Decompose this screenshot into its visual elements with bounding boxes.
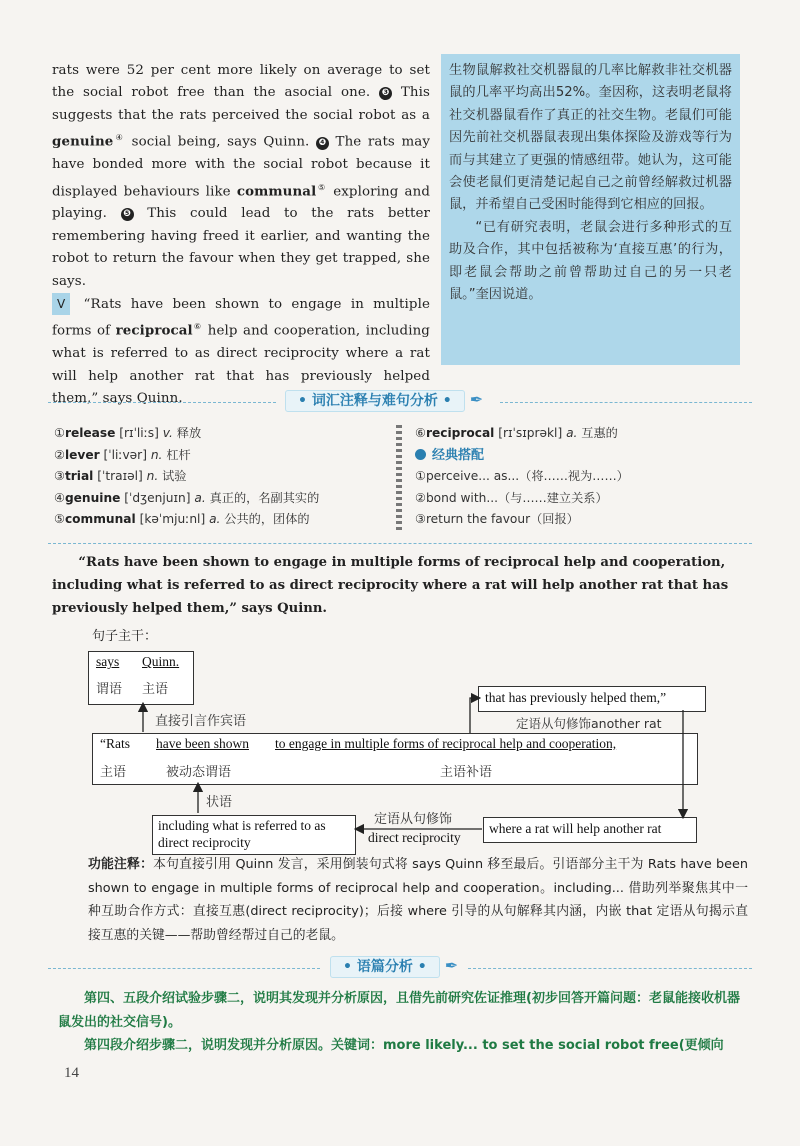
- diagram-word-quinn: Quinn.: [142, 654, 180, 669]
- diagram-label-subject2: 主语: [100, 765, 127, 780]
- passage-text: social being, says Quinn.: [131, 134, 310, 150]
- diagram-phrase-have-been-shown: have been shown: [156, 736, 249, 751]
- section-title: • 语篇分析 •: [330, 956, 440, 978]
- vocab-word-genuine: genuine: [52, 133, 114, 150]
- collocation-text: return the favour（回报）: [425, 512, 579, 526]
- paragraph-marker: V: [52, 293, 70, 315]
- vocab-pos: n.: [150, 447, 163, 462]
- diagram-word-says: says: [96, 654, 120, 669]
- vocab-word: lever: [64, 447, 100, 462]
- diagram-label-subject-complement: 主语补语: [440, 765, 493, 780]
- passage-text: The rats may have bonded more with the social robot because it displayed behaviours like: [52, 134, 431, 199]
- vocab-meaning: 互惠的: [581, 426, 618, 440]
- vocab-word-reciprocal: reciprocal: [115, 322, 193, 339]
- section-title-text: 语篇分析: [356, 959, 413, 975]
- vocab-ipa: [ˈtraɪəl]: [97, 469, 143, 483]
- passage-text: “Rats have been shown to engage in multiple forms of: [52, 297, 430, 339]
- vocab-pos: a.: [194, 490, 206, 505]
- vocab-pos: v.: [162, 426, 173, 440]
- hard-sentence: “Rats have been shown to engage in multiple forms of reciprocal help and cooperation, including what is referred to as direct reciprocity where a rat will help another rat that has previously helped them,” says Quinn.: [52, 555, 729, 616]
- diagram-label-adverbial: 状语: [206, 795, 233, 810]
- translation-paragraph: 生物鼠解救社交机器鼠的几率比解救非社交机器鼠的几率平均高出52%。奎因称，这表明老鼠将社交机器鼠看作了真正的社交生物。老鼠们可能因先前社交机器鼠表现出集体探险及游戏等行为而与其建立了更强的情感纽带。她认为，这可能会使老鼠们更清楚记起自己之前曾经解救过机器鼠，并希望自己受困时能得到它相应的回报。: [449, 63, 732, 213]
- sentence-number-badge: ❺: [121, 208, 134, 221]
- vocab-pos: a.: [209, 512, 221, 526]
- discourse-paragraph: 第四、五段介绍试验步骤二，说明其发现并分析原因，且借先前研究佐证推理(初步回答开篇问题：老鼠能接收机器鼠发出的社交信号)。: [58, 991, 740, 1030]
- function-note: [88, 853, 748, 947]
- vocab-meaning: 释放: [176, 426, 202, 440]
- vocab-pos: n.: [146, 469, 159, 483]
- vocab-ipa: [rɪˈsɪprəkl]: [498, 426, 563, 440]
- footnote-marker: ⑤: [316, 182, 328, 192]
- pen-icon: ✒: [444, 956, 459, 975]
- function-note-text: 本句直接引用 Quinn 发言，采用倒装句式将 says Quinn 移至最后。引语部分主干为 Rats have been shown to engage in multiple forms of reciprocal help and cooperation。including... 借助列举聚焦其中一种互助合作方式：直接互惠(direct reciprocity)；后接 where 引导的从句解释其内涵，内嵌 that 定语从句揭示直接互惠的关键——帮助曾经帮过自己的老鼠。: [88, 857, 748, 943]
- passage-text: rats were 52 per cent more likely on average to set the social robot free than the asocial one.: [52, 63, 430, 101]
- vocab-word: release: [64, 426, 116, 440]
- diagram-label-attr-clause: 定语从句修饰: [374, 812, 453, 827]
- collocation-text: bond with...（与……建立关系）: [425, 490, 608, 505]
- vocab-num: ③: [54, 469, 65, 483]
- diagram-word-rats: “Rats: [100, 736, 130, 751]
- vocab-num: ④: [54, 490, 65, 505]
- diagram-main-label: 句子主干：: [92, 629, 158, 644]
- vocab-meaning: 杠杆: [166, 447, 191, 462]
- diagram-label-direct-quote: 直接引言作宾语: [155, 714, 247, 729]
- passage-text: This suggests that the rats perceived the social robot as a: [52, 85, 430, 123]
- pen-icon: ✒: [469, 390, 484, 409]
- vocab-num: ⑤: [54, 512, 65, 526]
- vocab-word: communal: [64, 512, 136, 526]
- vocab-word: trial: [64, 469, 94, 483]
- diagram-including-phrase: including what is referred to as direct reciprocity: [158, 818, 326, 850]
- collocation-text: perceive... as...（将……视为……）: [425, 469, 629, 483]
- vocab-num: ②: [54, 447, 65, 462]
- divider-line: [48, 968, 320, 969]
- arrow-to-that-clause: [470, 698, 476, 733]
- vocab-ipa: [ˈliːvər]: [103, 447, 147, 462]
- vocab-ipa: [rɪˈliːs]: [119, 426, 159, 440]
- arrow-from-that-to-where: [683, 698, 716, 812]
- function-note-label: 功能注释：: [88, 857, 154, 872]
- vocab-pos: a.: [566, 426, 578, 440]
- diagram-direct-reciprocity: direct reciprocity: [368, 830, 461, 845]
- section-header-discourse: [330, 956, 458, 976]
- diagram-phrase-to-engage: to engage in multiple forms of reciprocal help and cooperation,: [275, 736, 617, 751]
- passage-text: This could lead to the rats better remembering having freed it earlier, and wanting the robot to return the favour when they get trapped, she says.: [52, 206, 431, 289]
- discourse-paragraph: 第四段介绍步骤二，说明发现并分析原因。关键词：more likely... to set the social robot free(更倾向: [84, 1038, 724, 1053]
- vocab-word: genuine: [64, 490, 121, 505]
- collocations-title: 经典搭配: [432, 447, 485, 463]
- translation-paragraph: “已有研究表明，老鼠会进行多种形式的互助及合作，其中包括被称为‘直接互惠’的行为，即老鼠会帮助之前曾帮助过自己的另一只老鼠。”奎因说道。: [449, 219, 732, 303]
- diagram-label-subject: 主语: [142, 682, 169, 697]
- divider-line: [468, 968, 752, 969]
- collocation-num: ③: [415, 512, 426, 526]
- vocab-num: ①: [54, 426, 65, 440]
- section-title-text: 词汇注释与难句分析: [311, 393, 438, 409]
- footnote-marker: ④: [113, 133, 126, 143]
- diagram-label-predicate: 谓语: [96, 682, 123, 697]
- vocab-ipa: [ˈdʒenjuɪn]: [124, 490, 191, 505]
- passage-text: help and cooperation, including what is referred to as direct reciprocity where a rat will help another rat that has previously helped them,” says Quinn.: [52, 323, 430, 407]
- diagram-label-attr-rat: 定语从句修饰another rat: [516, 716, 662, 731]
- page-number: 14: [64, 1065, 79, 1081]
- collocation-num: ①: [415, 469, 426, 483]
- vocab-meaning: 真正的，名副其实的: [209, 490, 320, 505]
- vocab-num: ⑥: [415, 426, 426, 440]
- section-title: • 词汇注释与难句分析 •: [285, 390, 465, 412]
- vocab-word: reciprocal: [425, 426, 495, 440]
- collocation-num: ②: [415, 490, 426, 505]
- vocab-meaning: 试验: [162, 469, 187, 483]
- sentence-number-badge: ❸: [379, 87, 392, 100]
- diagram-that-clause: that has previously helped them,”: [485, 690, 667, 705]
- vocab-meaning: 公共的，团体的: [224, 512, 310, 526]
- diagram-label-passive-predicate: 被动态谓语: [166, 765, 232, 780]
- passage-text: exploring and playing.: [52, 183, 430, 222]
- diagram-where-clause: where a rat will help another rat: [489, 821, 662, 836]
- vocab-word-communal: communal: [236, 182, 317, 199]
- sentence-number-badge: ❹: [316, 137, 329, 150]
- vocab-ipa: [kəˈmjuːnl]: [139, 512, 206, 526]
- footnote-marker: ⑥: [192, 322, 203, 332]
